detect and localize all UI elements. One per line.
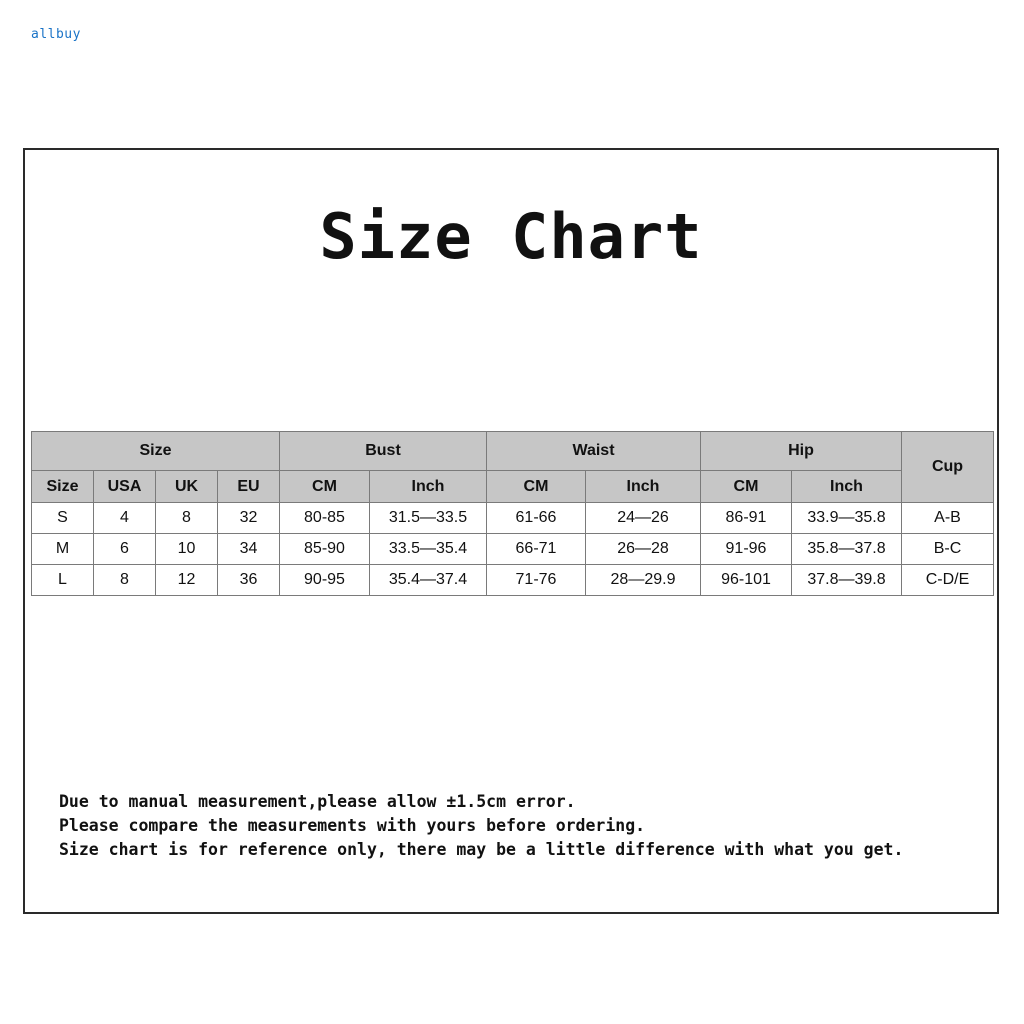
table-row bbox=[32, 565, 994, 596]
cell-waist-cm: 61-66 bbox=[487, 503, 586, 534]
cell-bust-inch: 33.5—35.4 bbox=[370, 534, 487, 565]
cell-waist-cm: 71-76 bbox=[487, 565, 586, 596]
header-usa: USA bbox=[94, 471, 156, 503]
header-hip-group: Hip bbox=[701, 432, 902, 471]
note-line: Due to manual measurement,please allow ±1.5cm error. bbox=[59, 792, 576, 811]
header-hip-inch: Inch bbox=[792, 471, 902, 503]
cell-size: M bbox=[32, 534, 94, 565]
header-size-group: Size bbox=[32, 432, 280, 471]
cell-usa: 8 bbox=[94, 565, 156, 596]
cell-waist-inch: 24—26 bbox=[586, 503, 701, 534]
cell-cup: C-D/E bbox=[902, 565, 994, 596]
cell-bust-cm: 85-90 bbox=[280, 534, 370, 565]
cell-usa: 4 bbox=[94, 503, 156, 534]
table-sub-header-row bbox=[32, 471, 994, 503]
size-table-container bbox=[31, 431, 994, 596]
note-line: Size chart is for reference only, there may be a little difference with what you get. bbox=[59, 840, 904, 859]
cell-size: S bbox=[32, 503, 94, 534]
note-line: Please compare the measurements with yours before ordering. bbox=[59, 816, 646, 835]
header-bust-inch: Inch bbox=[370, 471, 487, 503]
page-title: Size Chart bbox=[319, 200, 703, 273]
cell-eu: 36 bbox=[218, 565, 280, 596]
header-bust-group: Bust bbox=[280, 432, 487, 471]
disclaimer-notes bbox=[59, 790, 903, 862]
cell-hip-cm: 91-96 bbox=[701, 534, 792, 565]
cell-eu: 32 bbox=[218, 503, 280, 534]
header-size: Size bbox=[32, 471, 94, 503]
cell-usa: 6 bbox=[94, 534, 156, 565]
brand-logo-text: allbuy bbox=[31, 27, 81, 42]
cell-bust-inch: 31.5—33.5 bbox=[370, 503, 487, 534]
cell-size: L bbox=[32, 565, 94, 596]
header-hip-cm: CM bbox=[701, 471, 792, 503]
cell-hip-inch: 35.8—37.8 bbox=[792, 534, 902, 565]
header-waist-inch: Inch bbox=[586, 471, 701, 503]
cell-bust-inch: 35.4—37.4 bbox=[370, 565, 487, 596]
cell-hip-inch: 37.8—39.8 bbox=[792, 565, 902, 596]
cell-uk: 10 bbox=[156, 534, 218, 565]
cell-eu: 34 bbox=[218, 534, 280, 565]
table-group-header-row bbox=[32, 432, 994, 471]
header-eu: EU bbox=[218, 471, 280, 503]
size-chart-panel bbox=[23, 148, 999, 914]
cell-waist-cm: 66-71 bbox=[487, 534, 586, 565]
cell-waist-inch: 28—29.9 bbox=[586, 565, 701, 596]
cell-bust-cm: 90-95 bbox=[280, 565, 370, 596]
table-row bbox=[32, 534, 994, 565]
cell-hip-cm: 86-91 bbox=[701, 503, 792, 534]
header-waist-group: Waist bbox=[487, 432, 701, 471]
cell-hip-cm: 96-101 bbox=[701, 565, 792, 596]
header-uk: UK bbox=[156, 471, 218, 503]
cell-hip-inch: 33.9—35.8 bbox=[792, 503, 902, 534]
size-table bbox=[31, 431, 994, 596]
header-cup: Cup bbox=[902, 432, 994, 503]
header-bust-cm: CM bbox=[280, 471, 370, 503]
cell-waist-inch: 26—28 bbox=[586, 534, 701, 565]
cell-bust-cm: 80-85 bbox=[280, 503, 370, 534]
cell-uk: 8 bbox=[156, 503, 218, 534]
header-waist-cm: CM bbox=[487, 471, 586, 503]
cell-cup: B-C bbox=[902, 534, 994, 565]
table-row bbox=[32, 503, 994, 534]
cell-cup: A-B bbox=[902, 503, 994, 534]
cell-uk: 12 bbox=[156, 565, 218, 596]
